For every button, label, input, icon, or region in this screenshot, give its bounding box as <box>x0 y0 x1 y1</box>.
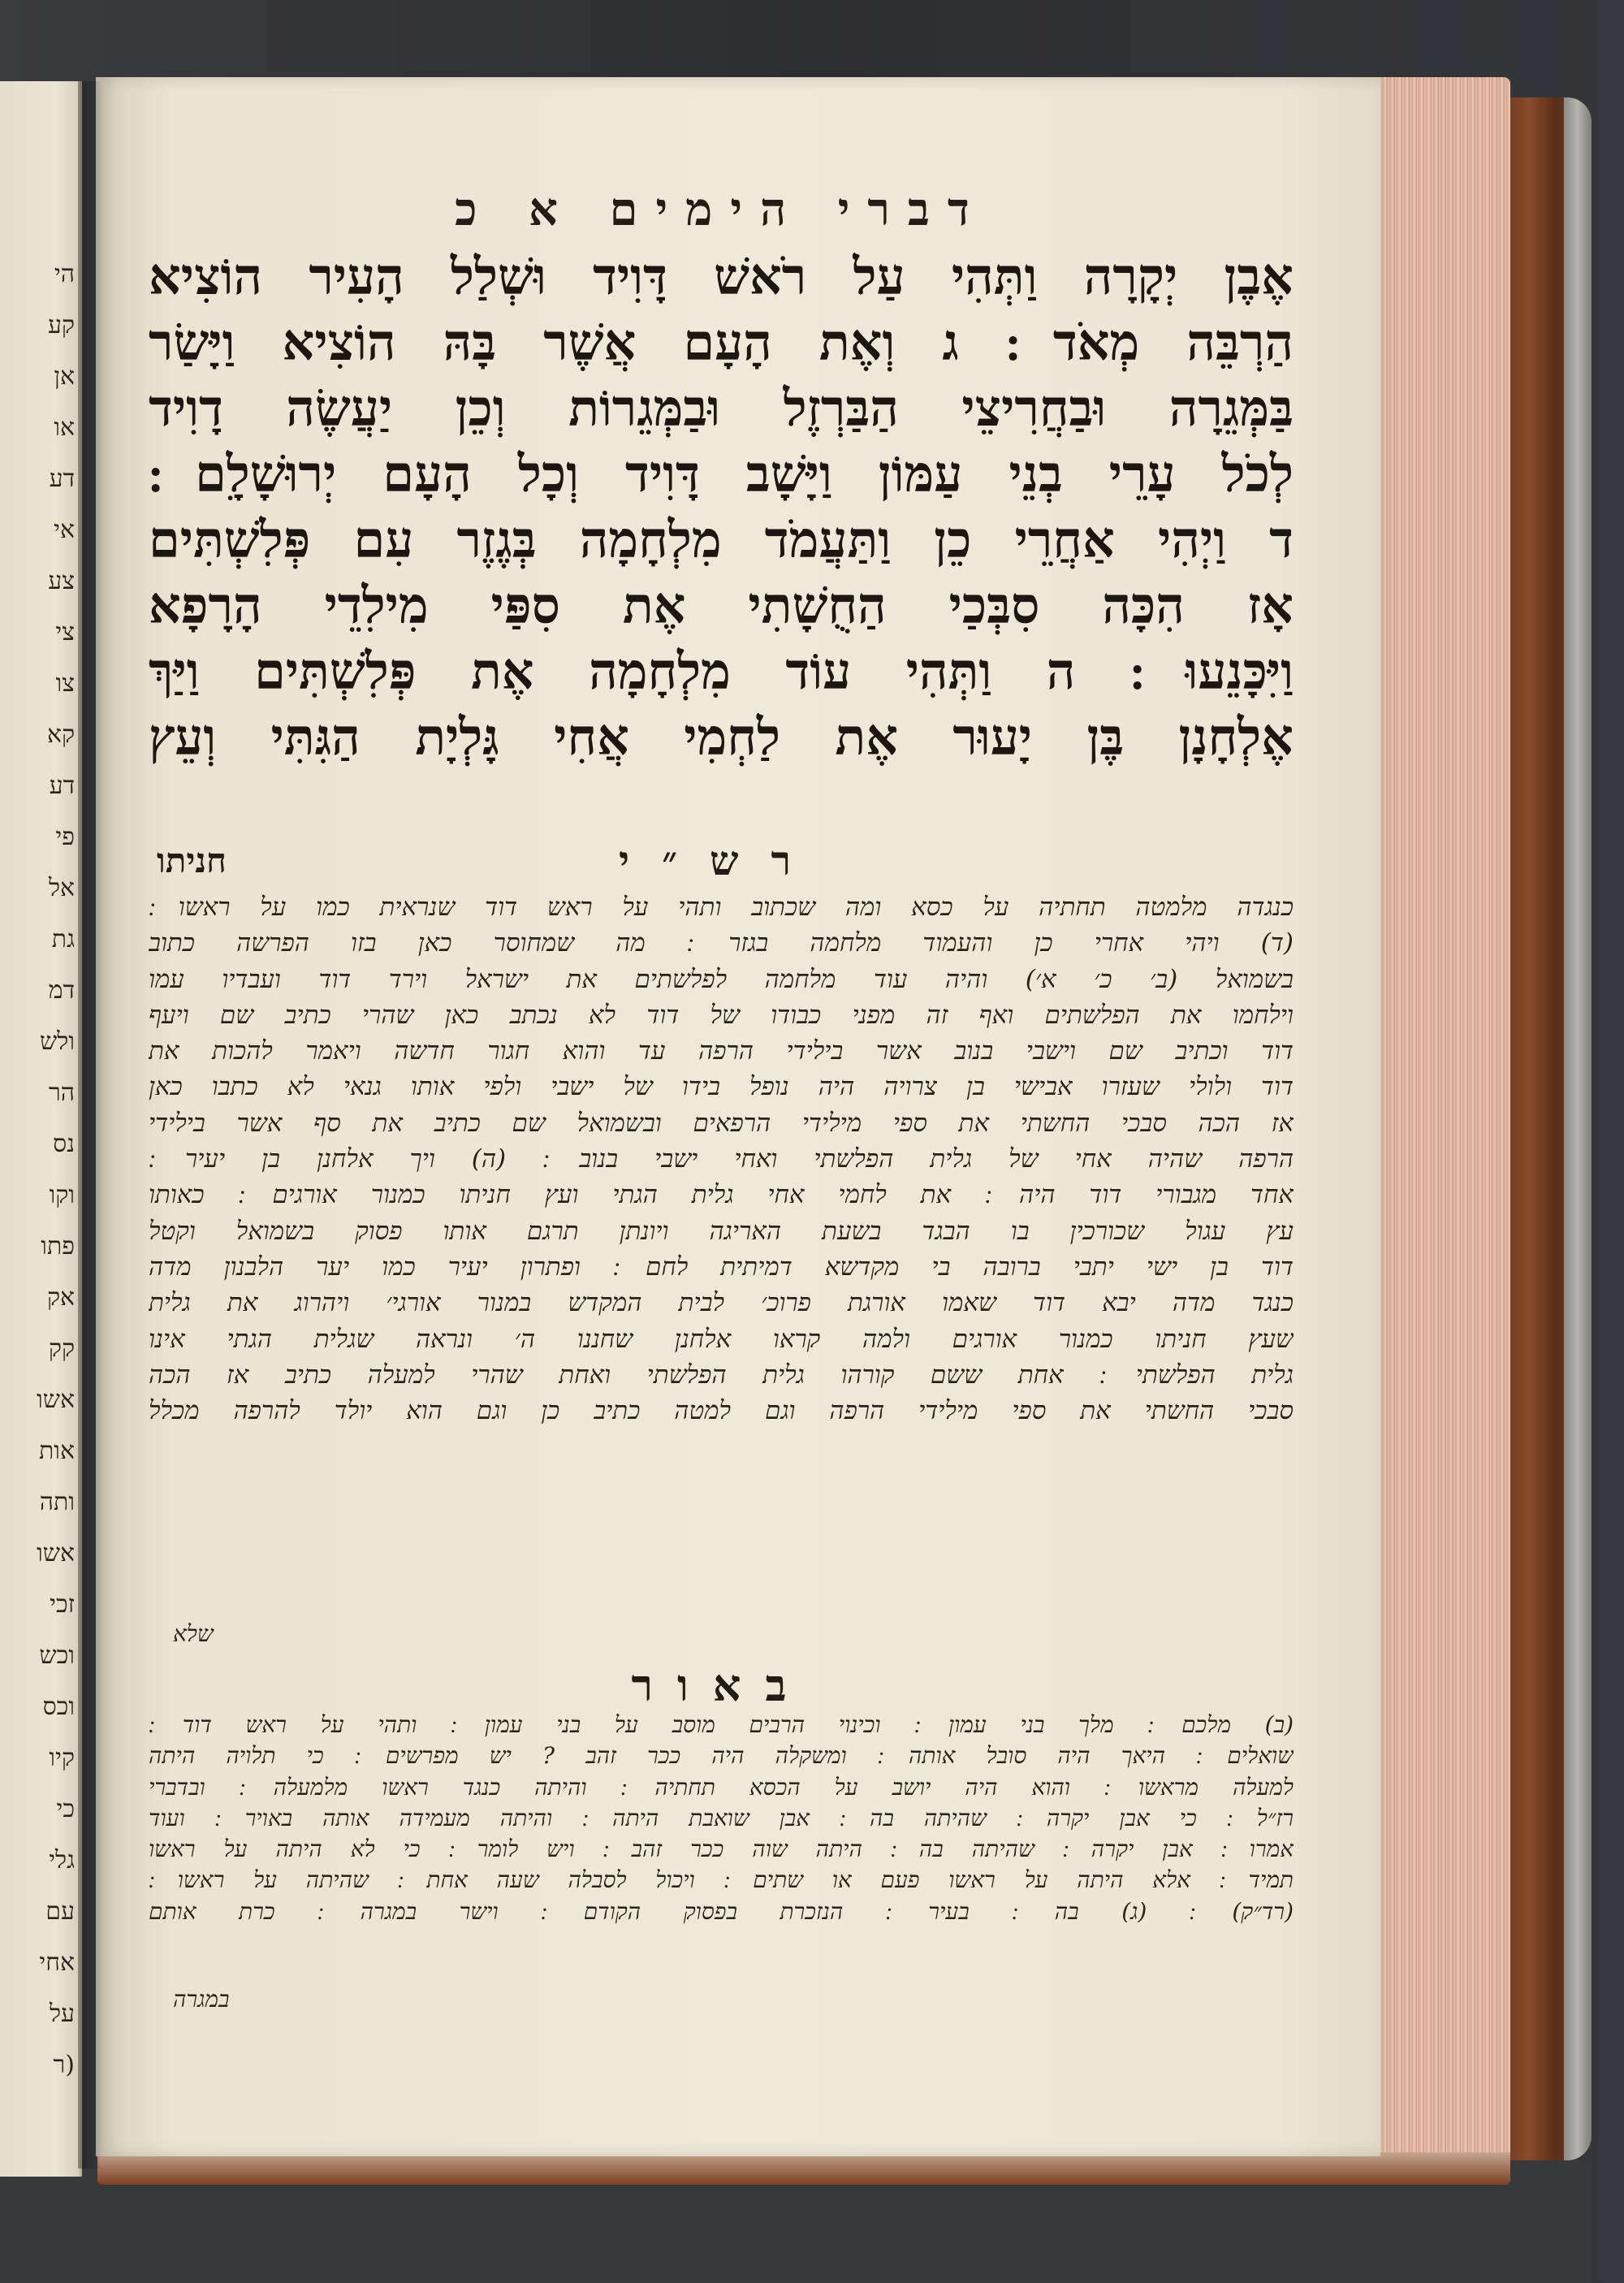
left-page-text-fragment: אשו <box>37 1386 75 1414</box>
left-page-text-fragment: אן <box>54 362 75 391</box>
left-page-text-fragment: או <box>54 413 75 442</box>
main-text-line: אֶלְחָנָן בֶּן יָעוּר אֶת לַחְמִי אֲחִי גָּלְיָת הַגִּתִּי וְעֵץ <box>149 707 1294 767</box>
beur-line: (ב) מלכם ׃ מלך בני עמון ׃ וכינוי הרבים מוסב על בני עמון ׃ ותהי על ראש דוד ׃ <box>149 1711 1294 1738</box>
rashi-commentary <box>149 889 1294 1429</box>
left-page-text-fragment: אי <box>54 516 75 544</box>
left-page-text-fragment: הי <box>54 260 75 288</box>
left-page-text-fragment: אות <box>39 1437 75 1465</box>
left-page-text-fragment: אק <box>46 1283 75 1312</box>
left-page-text-fragment: צו <box>55 669 75 698</box>
beur-commentary <box>149 1710 1294 1927</box>
left-page-text-fragment: קא <box>46 720 75 749</box>
main-text-line: ד וַיְהִי אַחֲרֵי כֵן וַתַּעֲמֹד מִלְחָמָה בְּגֶזֶר עִם פְּלִשְׁתִּים <box>149 510 1294 569</box>
main-text-line: הַרְבֵּה מְאֹד ׃ ג וְאֶת הָעָם אֲשֶׁר בָּהּ הוֹצִיא וַיָּשַׂר <box>149 313 1294 372</box>
left-page-text-fragment: נס <box>53 1130 75 1158</box>
left-page-text-fragment: דע <box>49 465 75 493</box>
page-edges <box>1380 77 1510 2181</box>
main-text-line: בַּמְּגֵרָה וּבַחֲרִיצֵי הַבַּרְזֶל וּבַמְּגֵרוֹת וְכֵן יַעֲשֶׂה דָוִיד <box>149 378 1294 438</box>
main-text-line: לְכֹל עָרֵי בְנֵי עַמּוֹן וַיָּשָׁב דָּוִיד וְכָל הָעָם יְרוּשָׁלִָם ׃ <box>149 444 1294 504</box>
main-text-line: וַיִּכָּנֵעוּ ׃ ה וַתְּהִי עוֹד מִלְחָמָה אֶת פְּלִשְׁתִּים וַיַּךְ <box>149 642 1294 701</box>
rashi-catchword: חניתו <box>157 841 227 880</box>
left-page-text-fragment: קיו <box>49 1744 75 1772</box>
gutter-shadow <box>78 81 102 2168</box>
left-page-text-fragment: פי <box>55 823 75 851</box>
left-page-text-fragment: צע <box>48 567 75 595</box>
rashi-line: עץ עגול שכורכין בו הבגד בשעת האריגה ויונתן תרגם אותו פסוק בשמואל וקטל <box>149 1216 1294 1246</box>
rashi-line: גלית הפלשתי ׃ אחת ששם קורהו גלית הפלשתי ואחת שהרי למעלה כתיב אז הכה <box>149 1360 1294 1390</box>
beur-line: תמיד ׃ אלא היתה על ראשו פעם או שתים ׃ ויכול לסבלה שעה אחת ׃ שהיתה על ראשו ׃ <box>149 1866 1294 1894</box>
left-page-text-fragment: צי <box>55 618 75 646</box>
beur-line: רז״ל ׃ כי אבן יקרה ׃ שהיתה בה ׃ אבן שואבת היתה ׃ והיתה מעמידה אותה באויר ׃ ועוד <box>149 1804 1294 1831</box>
rashi-line: כנגד מדה יבא דוד שאמו אורגת פרוכ׳ לבית המקדש במנור אורגי׳ ויהרוג את גלית <box>149 1288 1294 1318</box>
rashi-header: רש״י <box>618 837 824 884</box>
rashi-catchword-bottom: שלא <box>173 1620 214 1647</box>
rashi-line: אחד מגבורי דוד היה ׃ את לחמי אחי גלית הגתי ועץ חניתו כמנור אורגים ׃ כאותו <box>149 1180 1294 1210</box>
rashi-line: דוד ולולי שעזרו אבישי בן צרויה היה נופל בידו של ישבי ולפי אותו גנאי לא כתבו כאן <box>149 1072 1294 1102</box>
rashi-line: אז הכה סבכי החשתי את ספי מילידי הרפאים ובשמואל שם כתיב את סף אשר בילידי <box>149 1108 1294 1138</box>
main-text-line: אָז הִכָּה סִבְּכַי הַחֻשָׁתִי אֶת סִפַּי מִילִדֵי הָרָפָא <box>149 576 1294 635</box>
left-page-text-fragment: זכי <box>50 1590 75 1619</box>
rashi-line: דוד וכתיב שם וישבי בנוב אשר בילידי הרפה עד והוא חגור חדשה ויאמר להכות את <box>149 1036 1294 1066</box>
left-page-text-fragment: קע <box>47 311 75 339</box>
beur-header-row <box>149 1657 1294 1714</box>
running-head: דברי הימים א כ <box>455 183 987 236</box>
left-page-text-fragment: אחי <box>39 1948 75 1977</box>
rashi-line: סבכי החשתי את ספי מילידי הרפה וגם למטה כתיב כן וגם הוא יולד להרפה מכלל <box>149 1396 1294 1426</box>
page-bottom-edge <box>97 2152 1510 2185</box>
left-page-text-fragment: וכס <box>42 1693 75 1721</box>
left-page-text-fragment: הר <box>49 1079 75 1107</box>
left-page-text-fragment: גלי <box>49 1846 75 1874</box>
beur-line: אמרו ׃ אבן יקרה ׃ שהיתה בה ׃ היתה שוה ככר זהב ׃ ויש לומר ׃ כי לא היתה על ראשו <box>149 1835 1294 1863</box>
rashi-line: (ד) ויהי אחרי כן והעמוד מלחמה בגזר ׃ מה שמחוסר כאן בזו הפרשה כתוב <box>149 928 1294 958</box>
left-page-text-fragment: דמ <box>48 976 75 1005</box>
left-page-text-fragment: דע <box>49 772 75 800</box>
left-page-text-fragment: אל <box>48 874 75 902</box>
rashi-line: הרפה שהיה אחי של גלית הפלשתי ואחי ישבי בנוב ׃ (ה) ויך אלחנן בן יעיר ׃ <box>149 1144 1294 1174</box>
beur-catchword: במגרה <box>173 1986 230 2013</box>
left-page-fragment <box>0 81 82 2177</box>
left-page-text-fragment: (ר <box>53 2051 75 2079</box>
left-page-text-fragment: אשו <box>37 1539 75 1567</box>
beur-line: למעלה מראשו ׃ והוא היה יושב על הכסא תחתיה ׃ והיתה כנגד ראשו מלמעלה ׃ ובדברי <box>149 1773 1294 1801</box>
right-page <box>96 77 1380 2156</box>
left-page-text-fragment: גת <box>51 925 75 953</box>
left-page-text-fragment: וכש <box>39 1641 75 1670</box>
rashi-line: דוד בן ישי יתבי ברובה בי מקדשא דמיתית לחם ׃ ופתרון יעיר כמו יער הלבנון מדה <box>149 1252 1294 1282</box>
rashi-line: וילחמו את הפלשתים ואף זה מפני כבודו של דוד לא נכתב כאן שהרי כתיב שם ויעף <box>149 1000 1294 1030</box>
left-page-text-fragment: כי <box>56 1795 75 1823</box>
rashi-header-row <box>149 832 1294 889</box>
beur-header: באור <box>631 1659 811 1711</box>
beur-line: שואלים ׃ היאך היה סובל אותה ׃ ומשקלה היה ככר זהב ? יש מפרשים ׃ כי תלויה היתה <box>149 1742 1294 1770</box>
left-page-text-fragment: קק <box>48 1334 75 1363</box>
beur-line: (רד״ק) ׃ (ג) בה ׃ בעיר ׃ הנזכרת בפסוק הקודם ׃ וישר במגרה ׃ כרת אותם <box>149 1897 1294 1925</box>
left-page-text-fragment: על <box>49 2000 75 2028</box>
rashi-line: שעץ חניתו כמנור אורגים ולמה קראו אלחנן שחננו ה׳ ונראה שגלית הגתי אינו <box>149 1324 1294 1354</box>
left-page-text-fragment: וקו <box>49 1181 75 1209</box>
main-text-line: אֶבֶן יְקָרָה וַתְּהִי עַל רֹאשׁ דָּוִיד וּשְׁלַל הָעִיר הוֹצִיא <box>149 247 1294 306</box>
left-page-text-fragment: עם <box>45 1897 75 1926</box>
left-page-text-fragment: ותה <box>39 1488 75 1516</box>
rashi-line: כנגדה מלמטה תחתיה על כסא ומה שכתוב ותהי על ראש דוד שנראית כמו על ראשו ׃ <box>149 893 1294 922</box>
book-binding <box>1502 97 1592 2160</box>
main-text <box>149 244 1294 770</box>
left-page-text-fragment: פתו <box>41 1232 75 1260</box>
left-page-text-fragment: ולש <box>40 1027 75 1056</box>
rashi-line: בשמואל (ב׳ כ׳ א׳) והיה עוד מלחמה לפלשתים את ישראל וירד דוד ועבדיו עמו <box>149 964 1294 994</box>
